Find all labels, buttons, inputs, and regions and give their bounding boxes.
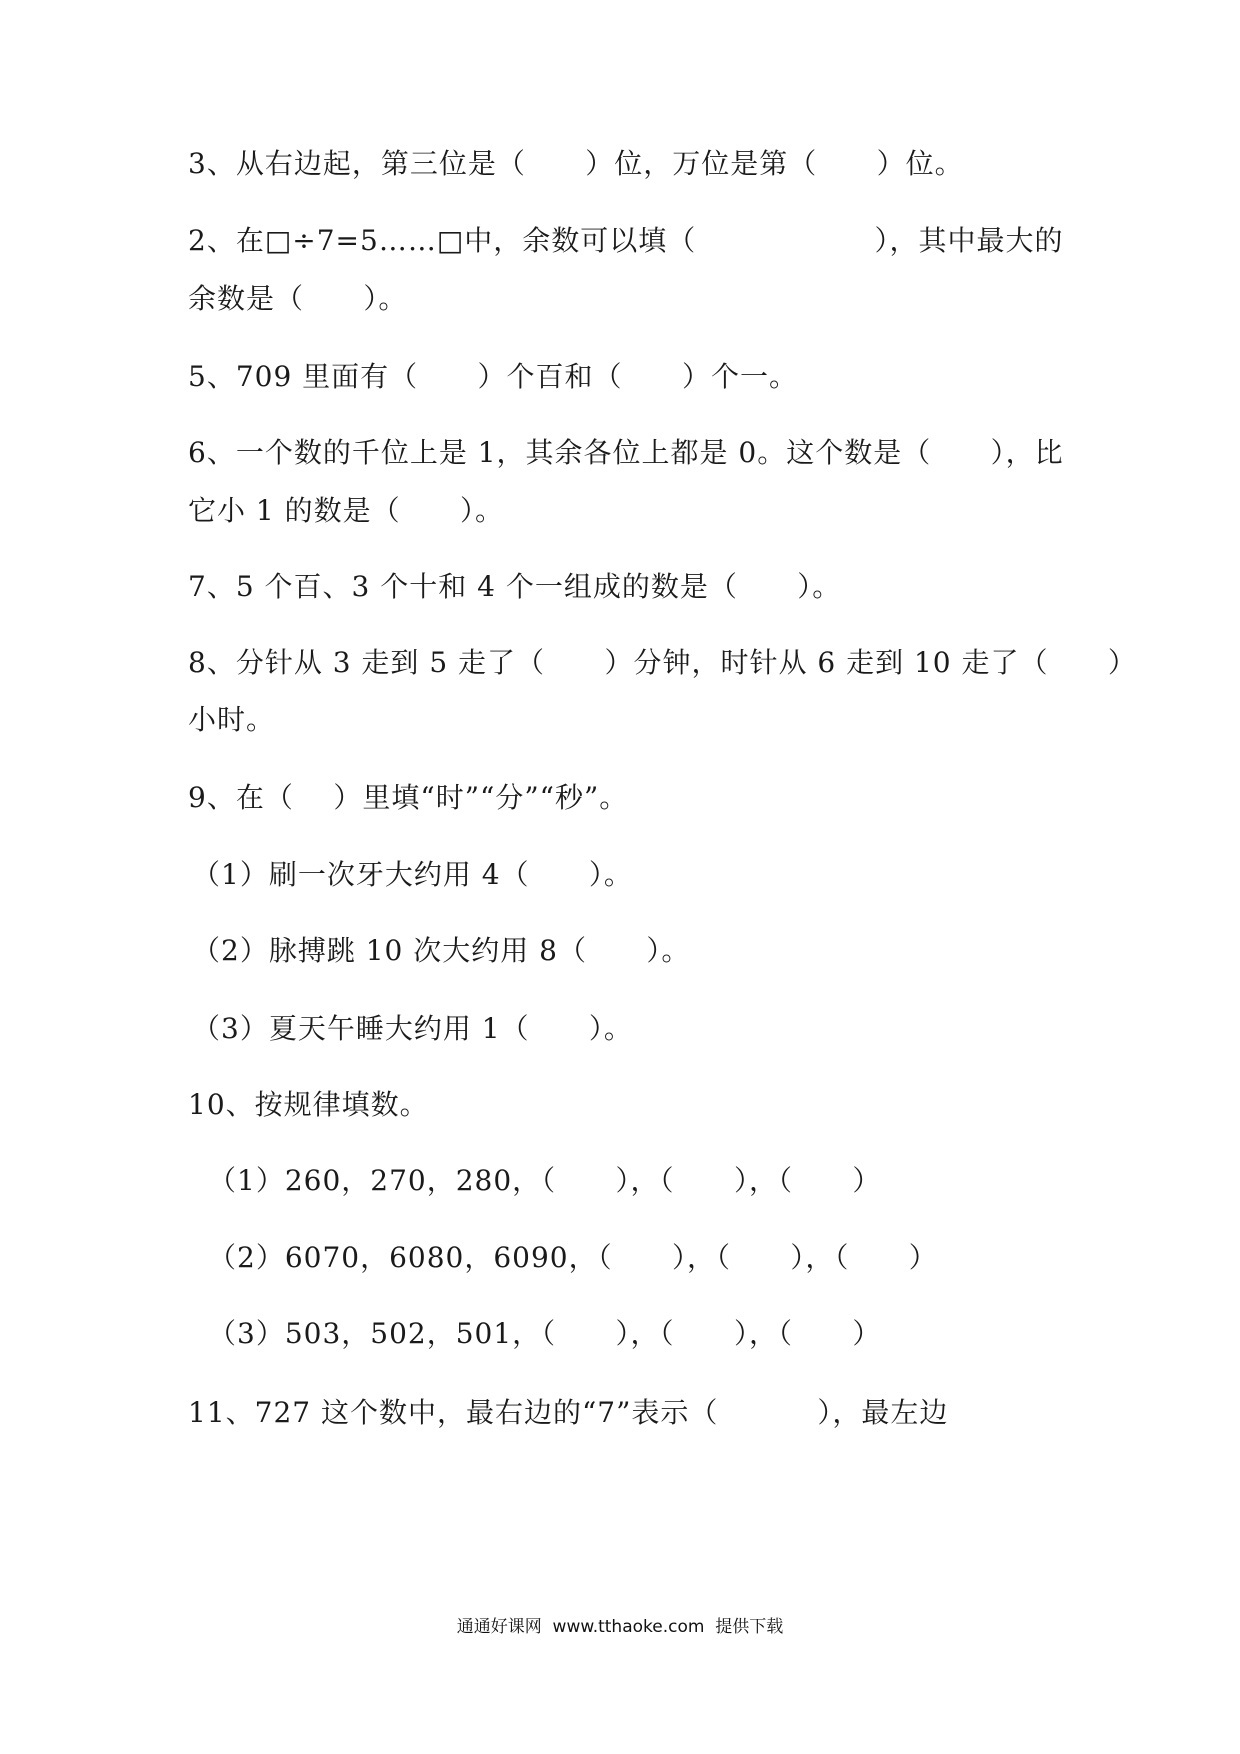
question-7: 7、5 个百、3 个十和 4 个一组成的数是（ ）。 (188, 570, 842, 603)
question-8-line-2: 小时。 (188, 703, 276, 736)
question-9-part-3: （3）夏天午睡大约用 1（ ）。 (192, 1012, 633, 1045)
question-11: 11、727 这个数中，最右边的“7”表示（ ），最左边 (188, 1396, 949, 1429)
question-10-part-2: （2）6070，6080，6090，（ ），（ ），（ ） (208, 1241, 938, 1274)
question-10-part-1: （1）260，270，280，（ ），（ ），（ ） (208, 1164, 882, 1197)
question-8-line-1: 8、分针从 3 走到 5 走了（ ）分钟，时针从 6 走到 10 走了（ ） (188, 646, 1137, 679)
question-9-part-1: （1）刷一次牙大约用 4（ ）。 (192, 858, 633, 891)
question-10: 10、按规律填数。 (188, 1088, 429, 1121)
question-9: 9、在（ ）里填“时”“分”“秒”。 (188, 781, 629, 814)
question-2-line-1: 2、在□÷7=5……□中，余数可以填（ ），其中最大的 (188, 224, 1064, 257)
question-2-line-2: 余数是（ ）。 (188, 282, 408, 315)
question-3: 3、从右边起，第三位是（ ）位，万位是第（ ）位。 (188, 147, 964, 180)
question-6-line-2: 它小 1 的数是（ ）。 (188, 494, 505, 527)
question-10-part-3: （3）503，502，501，（ ），（ ），（ ） (208, 1317, 882, 1350)
question-5: 5、709 里面有（ ）个百和（ ）个一。 (188, 360, 798, 393)
question-9-part-2: （2）脉搏跳 10 次大约用 8（ ）。 (192, 934, 691, 967)
question-6-line-1: 6、一个数的千位上是 1，其余各位上都是 0。这个数是（ ），比 (188, 436, 1064, 469)
footer-watermark: 通通好课网 www.tthaoke.com 提供下载 (456, 1617, 784, 1637)
